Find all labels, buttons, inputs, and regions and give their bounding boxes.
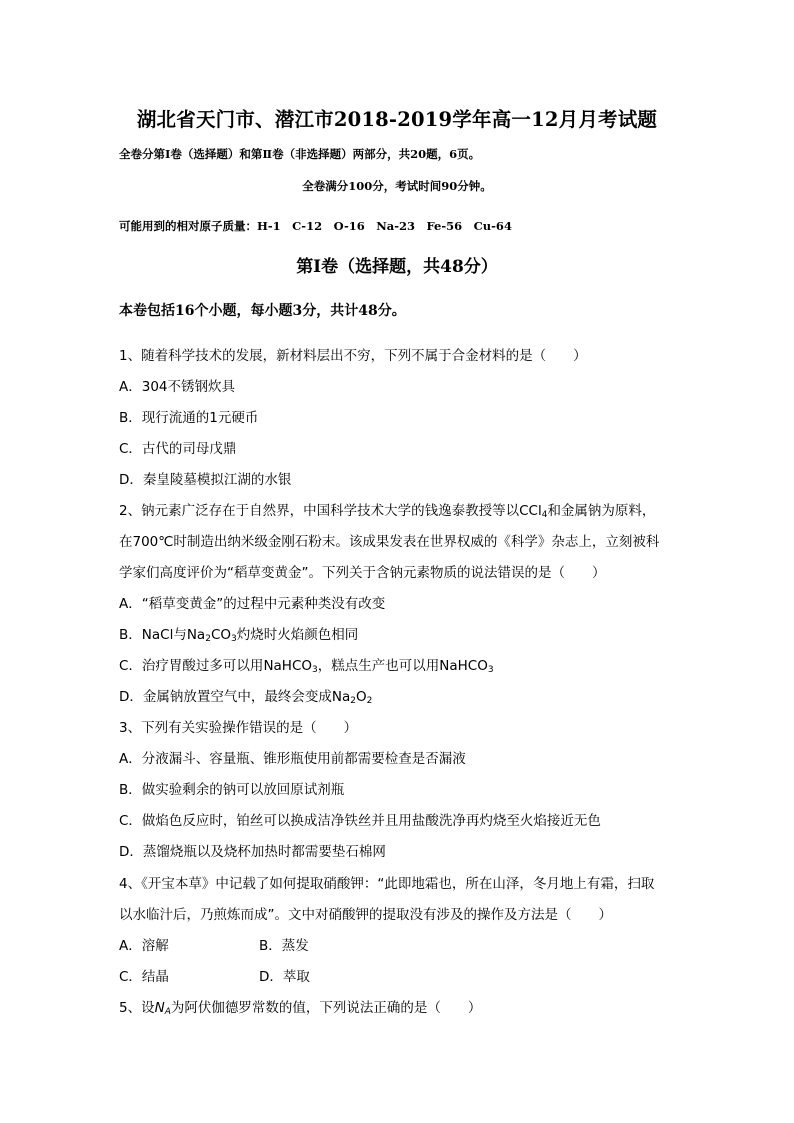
question-2-option-c: C．治疗胃酸过多可以用NaHCO$_3$，糕点生产也可以用NaHCO$_3$ [119,658,494,675]
question-1-option-c: C．古代的司母戊鼎 [119,441,237,457]
symbol-na: $N_A$ [154,1000,171,1017]
question-4-option-c: C．结晶 [119,969,169,985]
question-3-option-b: B．做实验剩余的钠可以放回原试剂瓶 [119,782,345,798]
question-2-option-b: B．NaCl与$Na_2CO_3$灼烧时火焰颜色相同 [119,627,359,644]
question-2-option-a: A．“稻草变黄金”的过程中元素种类没有改变 [119,596,386,612]
exam-title: 湖北省天门市、潜江市2018-2019学年高一12月月考试题 [136,108,658,131]
question-1-stem: 1、随着科学技术的发展，新材料层出不穷，下列不属于合金材料的是（ ） [119,348,587,364]
question-1-option-b: B．现行流通的1元硬币 [119,410,259,426]
section-title: 第Ⅰ卷（选择题，共48分） [296,257,498,277]
exam-info-structure: 全卷分第Ⅰ卷（选择题）和第Ⅱ卷（非选择题）两部分，共20题，6页。 [119,147,481,161]
question-4-option-a: A．溶解 [119,938,169,954]
question-2-stem-line-3: 学家们高度评价为“稻草变黄金”。下列关于含钠元素物质的说法错误的是（ ） [119,565,606,581]
question-4-stem-line-1: 4、《开宝本草》中记载了如何提取硝酸钾：“此即地霜也，所在山泽，冬月地上有霜，扫取 [119,876,655,892]
question-2-stem-line-1: 2、钠元素广泛存在于自然界，中国科学技术大学的钱逸泰教授等以CCl$_4$和金属钠为原料， [119,503,656,520]
formula-ccl4: CCl$_4$ [519,503,548,520]
question-4-option-d: D．萃取 [259,969,310,985]
question-4-stem-line-2: 以水临汁后，乃煎炼而成”。文中对硝酸钾的提取没有涉及的操作及方法是（ ） [119,907,612,923]
question-2-stem-text: 2、钠元素广泛存在于自然界，中国科学技术大学的钱逸泰教授等以 [119,503,520,519]
question-5-stem: 5、设$N_A$为阿伏伽德罗常数的值，下列说法正确的是（ ） [119,1000,482,1017]
question-3-option-a: A．分液漏斗、容量瓶、锥形瓶使用前都需要检查是否漏液 [119,751,466,767]
section-note: 本卷包括16个小题，每小题3分，共计48分。 [119,303,406,319]
question-3-stem: 3、下列有关实验操作错误的是（ ） [119,720,358,736]
question-1-option-a: A．304不锈钢炊具 [119,379,236,395]
question-2-stem-line-2: 在700℃时制造出纳米级金刚石粉末。该成果发表在世界权威的《科学》杂志上，立刻被科 [119,534,660,550]
question-1-option-d: D．秦皇陵墓模拟江湖的水银 [119,472,292,488]
question-3-option-d: D．蒸馏烧瓶以及烧杯加热时都需要垫石棉网 [119,844,386,860]
question-4-option-b: B．蒸发 [259,938,309,954]
atomic-masses: 可能用到的相对原子质量：H-1 C-12 O-16 Na-23 Fe-56 Cu-64 [119,219,512,233]
question-2-option-d: D．金属钠放置空气中，最终会变成$Na_2O_2$ [119,689,373,706]
question-3-option-c: C．做焰色反应时，铂丝可以换成洁净铁丝并且用盐酸洗净再灼烧至火焰接近无色 [119,813,601,829]
exam-info-score-time: 全卷满分100分，考试时间90分钟。 [302,179,492,193]
